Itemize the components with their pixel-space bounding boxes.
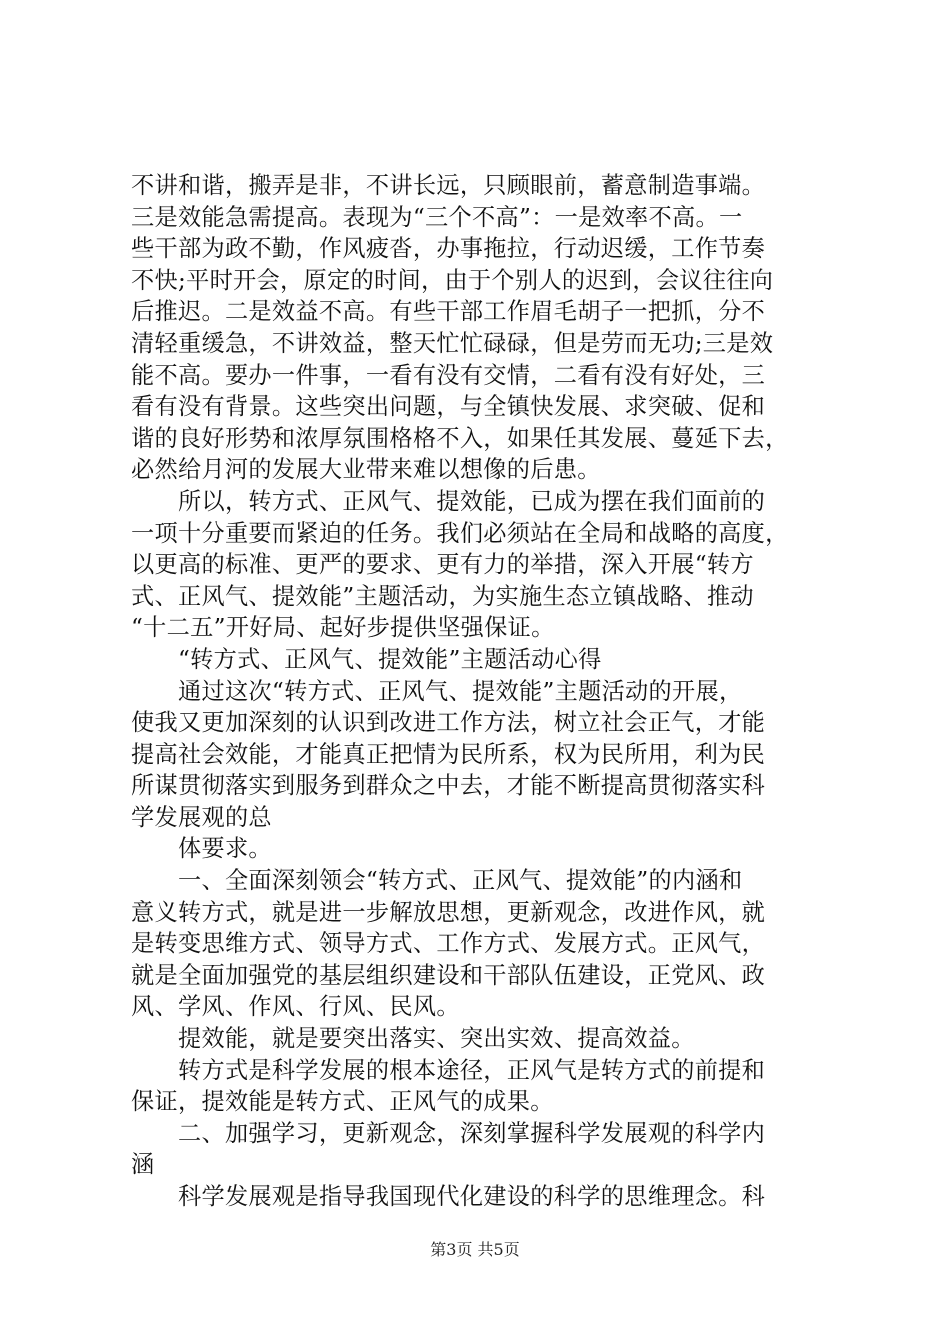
text-line: 清轻重缓急，不讲效益，整天忙忙碌碌，但是劳而无功;三是效: [131, 329, 774, 357]
text-line: 体要求。: [131, 835, 272, 863]
text-line: 所谋贯彻落实到服务到群众之中去，才能不断提高贯彻落实科: [131, 772, 766, 800]
text-line: 二、加强学习，更新观念，深刻掌握科学发展观的科学内: [131, 1119, 766, 1147]
text-line: 科学发展观是指导我国现代化建设的科学的思维理念。科: [131, 1183, 766, 1210]
text-line: 涵: [131, 1151, 155, 1179]
text-line: 看有没有背景。这些突出问题，与全镇快发展、求突破、促和: [131, 393, 766, 421]
text-line: 学发展观的总: [131, 803, 272, 831]
text-line: 必然给月河的发展大业带来难以想像的后患。: [131, 456, 601, 484]
text-line: 些干部为政不勤，作风疲沓，办事拖拉，行动迟缓，工作节奏: [131, 235, 766, 263]
text-line: 以更高的标准、更严的要求、更有力的举措，深入开展“转方: [131, 551, 754, 579]
text-line: 提高社会效能，才能真正把情为民所系，权为民所用，利为民: [131, 740, 766, 768]
text-line: 能不高。要办一件事，一看有没有交情，二看有没有好处，三: [131, 361, 766, 389]
text-line: 谐的良好形势和浓厚氛围格格不入，如果任其发展、蔓延下去，: [131, 424, 789, 452]
text-line: “转方式、正风气、提效能”主题活动心得: [131, 645, 602, 673]
page-footer: 第3页 共5页: [430, 1240, 520, 1259]
text-line: 式、正风气、提效能”主题活动，为实施生态立镇战略、推动: [131, 582, 754, 610]
text-line: 不讲和谐，搬弄是非，不讲长远，只顾眼前，蓄意制造事端。: [131, 172, 766, 199]
text-line: 转方式是科学发展的根本途径，正风气是转方式的前提和: [131, 1056, 766, 1084]
text-line: “十二五”开好局、起好步提供坚强保证。: [131, 614, 555, 642]
text-line: 保证，提效能是转方式、正风气的成果。: [131, 1088, 554, 1116]
text-line: 是转变思维方式、领导方式、工作方式、发展方式。正风气，: [131, 930, 766, 958]
text-line: 一、全面深刻领会“转方式、正风气、提效能”的内涵和: [131, 867, 743, 895]
text-line: 后推迟。二是效益不高。有些干部工作眉毛胡子一把抓，分不: [131, 298, 766, 326]
text-line: 三是效能急需提高。表现为“三个不高”：一是效率不高。一: [131, 203, 743, 231]
text-line: 一项十分重要而紧迫的任务。我们必须站在全局和战略的高度，: [131, 519, 789, 547]
text-line: 就是全面加强党的基层组织建设和干部队伍建设，正党风、政: [131, 961, 766, 989]
text-line: 意义转方式，就是进一步解放思想，更新观念，改进作风，就: [131, 898, 766, 926]
text-line: 提效能，就是要突出落实、突出实效、提高效益。: [131, 1025, 695, 1053]
text-line: 不快;平时开会，原定的时间，由于个别人的迟到，会议往往向: [131, 266, 774, 294]
text-line: 风、学风、作风、行风、民风。: [131, 993, 460, 1021]
text-line: 所以，转方式、正风气、提效能，已成为摆在我们面前的: [131, 487, 766, 515]
text-line: 使我又更加深刻的认识到改进工作方法，树立社会正气，才能: [131, 709, 766, 737]
text-line: 通过这次“转方式、正风气、提效能”主题活动的开展，: [131, 677, 743, 705]
document-body: [131, 170, 836, 1213]
